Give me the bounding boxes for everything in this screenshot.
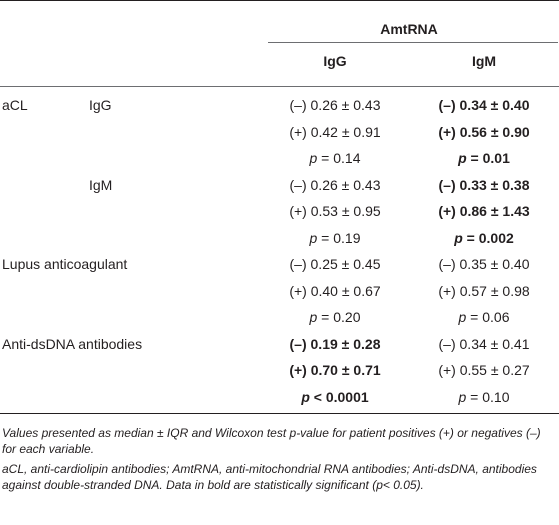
- cell-pos: (+) 0.40 ± 0.67: [289, 283, 381, 299]
- cell-pos: (+) 0.56 ± 0.90: [438, 124, 530, 140]
- header-rule: [0, 86, 559, 87]
- cell-pos: (+) 0.55 ± 0.27: [438, 362, 530, 378]
- cell-pos: (+) 0.70 ± 0.71: [289, 362, 381, 378]
- cell-neg: (–) 0.35 ± 0.40: [438, 256, 530, 272]
- header-igm: IgM: [471, 53, 497, 69]
- cell-pos: (+) 0.53 ± 0.95: [289, 203, 381, 219]
- bottom-rule: [0, 413, 559, 414]
- cell-neg: (–) 0.33 ± 0.38: [438, 177, 530, 193]
- cell-neg: (–) 0.25 ± 0.45: [289, 256, 381, 272]
- row-sublabel: IgM: [89, 177, 113, 193]
- cell-neg: (–) 0.19 ± 0.28: [289, 336, 381, 352]
- row-label: aCL: [2, 97, 28, 113]
- footnote-values: Values presented as median ± IQR and Wilcoxon test p-value for patient positives (+) or negatives (–) for each variable.: [2, 426, 541, 456]
- cell-p: p = 0.14: [309, 150, 361, 166]
- footnote-abbreviations: aCL, anti-cardiolipin antibodies; AmtRNA, anti-mitochondrial RNA antibodies; Anti-dsDNA, antibodies against double-stranded DNA. Data in bold are statistically significant (p< 0.05).: [2, 462, 537, 492]
- row-sublabel: IgG: [89, 97, 112, 113]
- header-igg: IgG: [323, 53, 347, 69]
- cell-neg: (–) 0.26 ± 0.43: [289, 177, 381, 193]
- header-amtrna: AmtRNA: [380, 21, 438, 37]
- cell-p: p = 0.002: [454, 230, 514, 246]
- cell-p: p = 0.01: [458, 150, 510, 166]
- cell-p: p = 0.19: [309, 230, 361, 246]
- cell-neg: (–) 0.26 ± 0.43: [289, 97, 381, 113]
- cell-p: p < 0.0001: [301, 389, 369, 405]
- cell-pos: (+) 0.86 ± 1.43: [438, 203, 530, 219]
- top-rule: [0, 0, 559, 1]
- spanner-rule: [268, 42, 558, 43]
- cell-neg: (–) 0.34 ± 0.40: [438, 97, 530, 113]
- row-label: Anti-dsDNA antibodies: [2, 336, 143, 352]
- row-label: Lupus anticoagulant: [2, 256, 128, 272]
- cell-pos: (+) 0.57 ± 0.98: [438, 283, 530, 299]
- cell-p: p = 0.10: [458, 389, 510, 405]
- cell-pos: (+) 0.42 ± 0.91: [289, 124, 381, 140]
- cell-p: p = 0.06: [458, 309, 510, 325]
- cell-p: p = 0.20: [309, 309, 361, 325]
- cell-neg: (–) 0.34 ± 0.41: [438, 336, 530, 352]
